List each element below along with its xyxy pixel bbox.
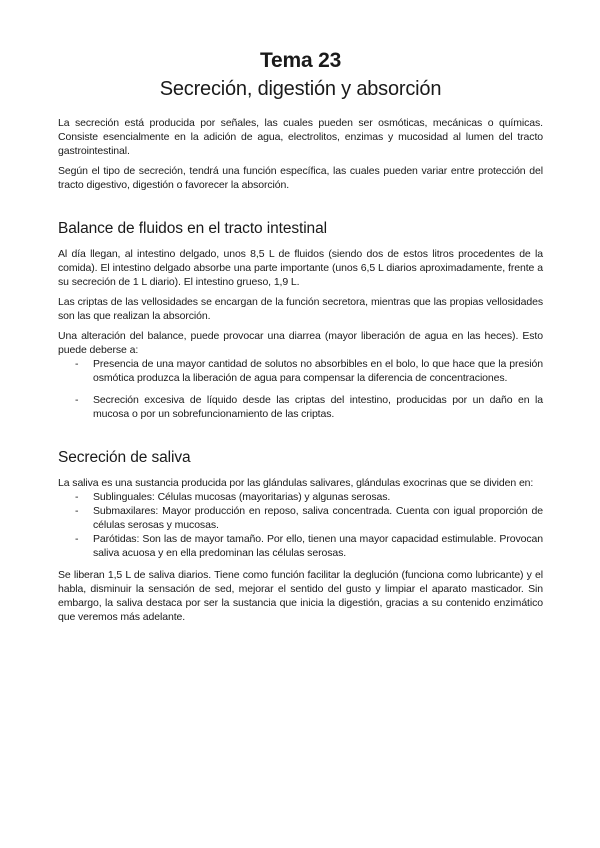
- list-item-text: Sublinguales: Células mucosas (mayoritarias) y algunas serosas.: [93, 491, 391, 503]
- section-heading-fluid-balance: Balance de fluidos en el tracto intestinal: [58, 220, 327, 237]
- dash-bullet: -: [75, 505, 79, 517]
- list-item: [58, 532, 543, 560]
- list-item-text: Submaxilares: Mayor producción en reposo, saliva concentrada. Cuenta con igual proporción de células serosas y mucosas.: [93, 505, 543, 531]
- document-page: [58, 48, 543, 624]
- list-item: [58, 357, 543, 385]
- dash-bullet: -: [75, 394, 79, 406]
- fluid-balance-paragraph-3: Una alteración del balance, puede provocar una diarrea (mayor liberación de agua en las heces). Esto puede deberse a:: [58, 330, 543, 356]
- dash-bullet: -: [75, 491, 79, 503]
- section-heading-saliva: Secreción de saliva: [58, 449, 191, 466]
- list-item-text: Presencia de una mayor cantidad de solutos no absorbibles en el bolo, lo que hace que la presión osmótica produzca la liberación de agua para compensar la diferencia de concentraciones.: [93, 358, 543, 384]
- intro-paragraph-1: La secreción está producida por señales, las cuales pueden ser osmóticas, mecánicas o químicas. Consiste esencialmente en la adición de agua, electrolitos, enzimas y mucosidad al lumen del tracto gastrointestinal.: [58, 117, 543, 157]
- dash-bullet: -: [75, 533, 79, 545]
- fluid-balance-paragraph-2: Las criptas de las vellosidades se encargan de la función secretora, mientras que las propias vellosidades son las que realizan la absorción.: [58, 296, 543, 322]
- list-item-text: Parótidas: Son las de mayor tamaño. Por ello, tienen una mayor capacidad estimulable. Provocan saliva acuosa y en ella predominan las células serosas.: [93, 533, 543, 559]
- document-title: Tema 23: [259, 49, 342, 72]
- intro-paragraph-2: Según el tipo de secreción, tendrá una función específica, las cuales pueden variar entre protección del tracto digestivo, digestión o favorecer la absorción.: [58, 165, 543, 191]
- list-item-text: Secreción excesiva de líquido desde las criptas del intestino, producidas por un daño en la mucosa o por un sobrefuncionamiento de las criptas.: [93, 394, 543, 420]
- dash-bullet: -: [75, 358, 79, 370]
- list-item: [58, 393, 543, 421]
- list-item: [58, 504, 543, 532]
- diarrhea-causes-list: [58, 357, 543, 421]
- saliva-paragraph-2: Se liberan 1,5 L de saliva diarios. Tiene como función facilitar la deglución (funciona como lubricante) y el habla, disminuir la sensación de sed, mejorar el sentido del gusto y limpiar el aparato masticador. Sin embargo, la saliva destaca por ser la sustancia que inicia la digestión, gracias a su contenido enzimático que veremos más adelante.: [58, 569, 543, 623]
- document-subtitle: Secreción, digestión y absorción: [159, 78, 442, 100]
- fluid-balance-paragraph-1: Al día llegan, al intestino delgado, unos 8,5 L de fluidos (siendo dos de estos litros procedentes de la comida). El intestino delgado absorbe una parte importante (unos 6,5 L diarios aproximadamente, frente a su secreción de 1 L diario). El intestino grueso, 1,9 L.: [58, 248, 543, 288]
- saliva-paragraph-1: La saliva es una sustancia producida por las glándulas salivares, glándulas exocrinas que se dividen en:: [58, 477, 534, 489]
- salivary-glands-list: [58, 490, 543, 560]
- list-item: [58, 490, 543, 504]
